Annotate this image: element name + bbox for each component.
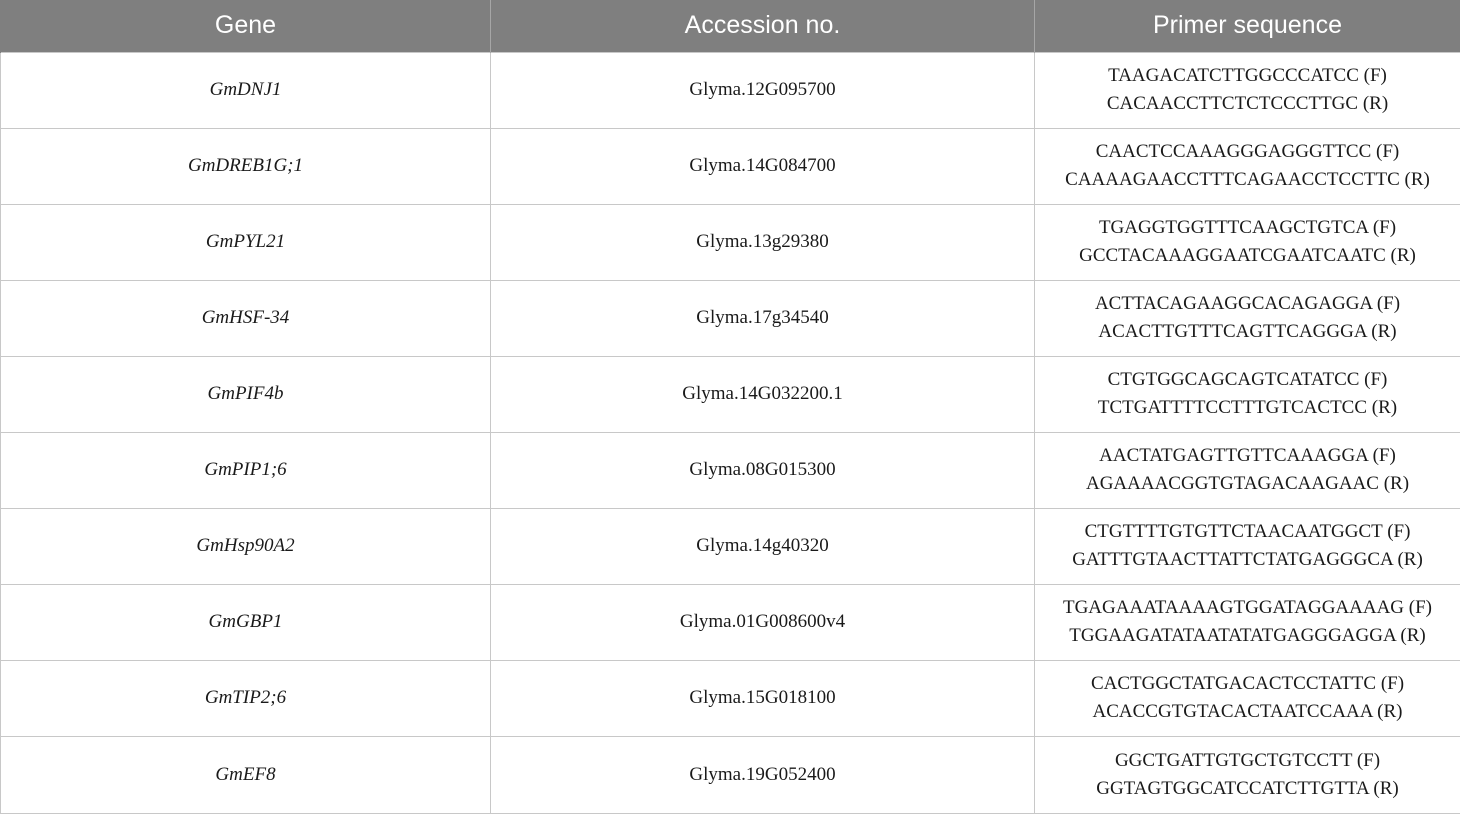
primer-cell — [1035, 52, 1460, 128]
primer-reverse: GATTTGTAACTTATTCTATGAGGGCA (R) — [1072, 549, 1423, 570]
table-row — [1, 432, 1460, 508]
table-body — [1, 52, 1460, 813]
accession-cell: Glyma.08G015300 — [491, 432, 1035, 508]
primer-cell — [1035, 128, 1460, 204]
primer-reverse: ACACTTGTTTCAGTTCAGGGA (R) — [1098, 321, 1397, 342]
primer-forward: CACTGGCTATGACACTCCTATTC (F) — [1090, 673, 1405, 694]
primer-reverse: AGAAAACGGTGTAGACAAGAAC (R) — [1085, 473, 1410, 494]
accession-cell: Glyma.12G095700 — [491, 52, 1035, 128]
table-row — [1, 660, 1460, 736]
primer-cell — [1035, 356, 1460, 432]
primer-forward: TGAGAAATAAAAGTGGATAGGAAAAG (F) — [1062, 597, 1432, 618]
accession-cell: Glyma.14g40320 — [491, 508, 1035, 584]
table-row — [1, 280, 1460, 356]
table-row — [1, 204, 1460, 280]
primer-cell — [1035, 204, 1460, 280]
gene-cell: GmDNJ1 — [1, 52, 491, 128]
primer-reverse: TCTGATTTTCCTTTGTCACTCC (R) — [1097, 397, 1398, 418]
accession-cell: Glyma.14G084700 — [491, 128, 1035, 204]
gene-cell: GmPIF4b — [1, 356, 491, 432]
accession-cell: Glyma.14G032200.1 — [491, 356, 1035, 432]
primer-cell — [1035, 660, 1460, 736]
primer-cell — [1035, 432, 1460, 508]
primer-cell — [1035, 508, 1460, 584]
gene-cell: GmHSF-34 — [1, 280, 491, 356]
primer-forward: CTGTTTTGTGTTCTAACAATGGCT (F) — [1084, 521, 1411, 542]
header-row — [1, 0, 1460, 52]
header-primer: Primer sequence — [1035, 0, 1460, 52]
accession-cell: Glyma.01G008600v4 — [491, 584, 1035, 660]
gene-cell: GmGBP1 — [1, 584, 491, 660]
primer-forward: CAACTCCAAAGGGAGGGTTCC (F) — [1095, 141, 1400, 162]
primer-cell — [1035, 584, 1460, 660]
gene-cell: GmTIP2;6 — [1, 660, 491, 736]
gene-cell: GmPYL21 — [1, 204, 491, 280]
primer-forward: ACTTACAGAAGGCACAGAGGA (F) — [1094, 293, 1401, 314]
accession-cell: Glyma.19G052400 — [491, 736, 1035, 813]
table-row — [1, 584, 1460, 660]
header-gene: Gene — [1, 0, 491, 52]
accession-cell: Glyma.15G018100 — [491, 660, 1035, 736]
primer-reverse: CACAACCTTCTCTCCCTTGC (R) — [1106, 93, 1389, 114]
primer-forward: GGCTGATTGTGCTGTCCTT (F) — [1114, 749, 1381, 771]
gene-cell: GmDREB1G;1 — [1, 128, 491, 204]
primer-forward: AACTATGAGTTGTTCAAAGGA (F) — [1099, 445, 1396, 466]
primer-reverse: GGTAGTGGCATCCATCTTGTTA (R) — [1096, 777, 1399, 799]
accession-cell: Glyma.17g34540 — [491, 280, 1035, 356]
table-header — [1, 0, 1460, 52]
gene-cell: GmEF8 — [1, 736, 491, 813]
header-accession: Accession no. — [491, 0, 1035, 52]
table-row — [1, 736, 1460, 813]
table-row — [1, 52, 1460, 128]
table-row — [1, 356, 1460, 432]
primer-reverse: GCCTACAAAGGAATCGAATCAATC (R) — [1079, 245, 1416, 266]
primer-cell — [1035, 280, 1460, 356]
primer-reverse: ACACCGTGTACACTAATCCAAA (R) — [1092, 701, 1403, 722]
table-row — [1, 508, 1460, 584]
accession-cell: Glyma.13g29380 — [491, 204, 1035, 280]
primer-forward: CTGTGGCAGCAGTCATATCC (F) — [1107, 369, 1388, 390]
gene-cell: GmPIP1;6 — [1, 432, 491, 508]
primer-reverse: TGGAAGATATAATATATGAGGGAGGA (R) — [1069, 625, 1426, 646]
gene-cell: GmHsp90A2 — [1, 508, 491, 584]
primer-cell — [1035, 736, 1460, 813]
table-row — [1, 128, 1460, 204]
primer-forward: TAAGACATCTTGGCCCATCC (F) — [1108, 65, 1387, 86]
primer-forward: TGAGGTGGTTTCAAGCTGTCA (F) — [1098, 217, 1397, 238]
primer-reverse: CAAAAGAACCTTTCAGAACCTCCTTC (R) — [1065, 169, 1430, 190]
